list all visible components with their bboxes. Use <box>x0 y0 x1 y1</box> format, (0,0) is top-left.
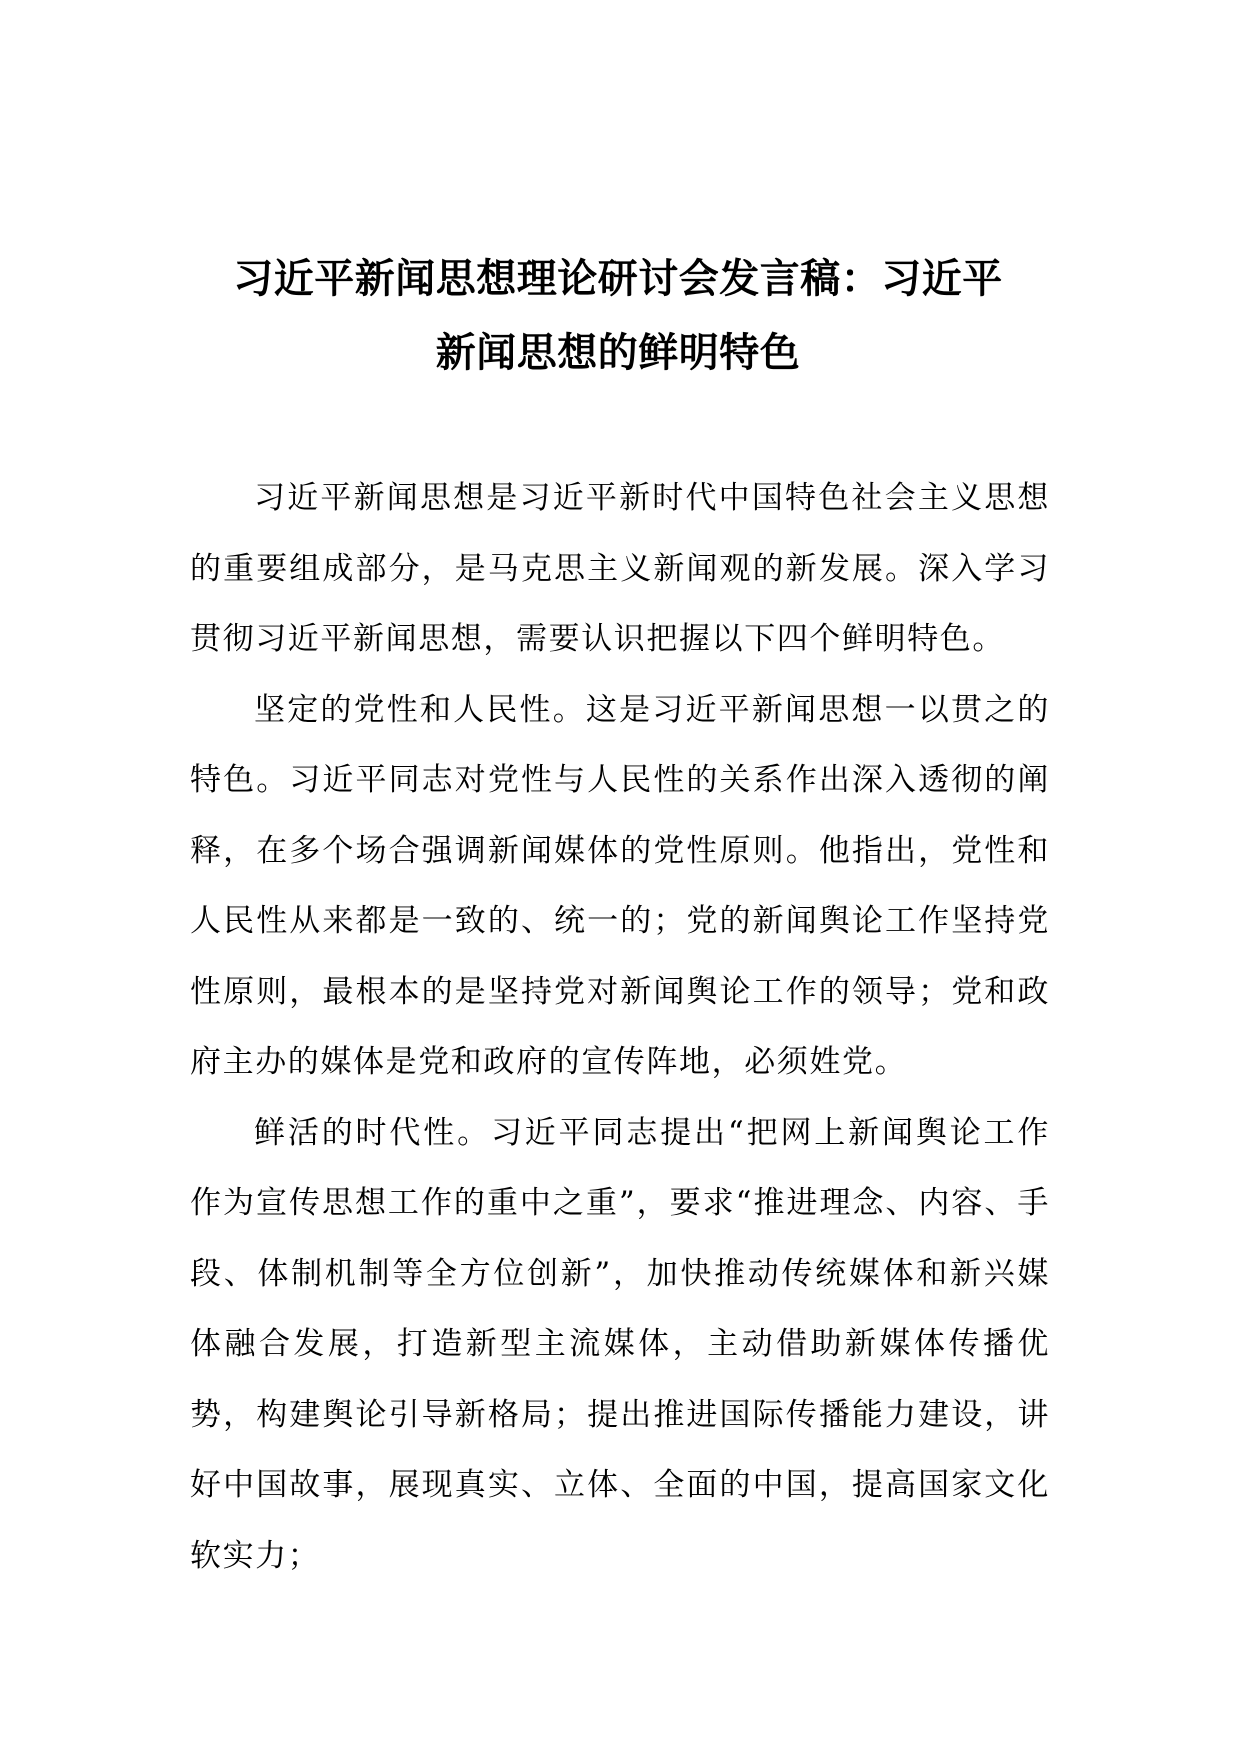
title-line-2: 新闻思想的鲜明特色 <box>435 330 801 376</box>
paragraph-party-people: 坚定的党性和人民性。这是习近平新闻思想一以贯之的特色。习近平同志对党性与人民性的关系作出深入透彻的阐释，在多个场合强调新闻媒体的党性原则。他指出，党性和人民性从来都是一致的、统一的；党的新闻舆论工作坚持党性原则，最根本的是坚持党对新闻舆论工作的领导；党和政府主办的媒体是党和政府的宣传阵地，必须姓党。 <box>190 691 1050 1080</box>
paragraph-intro: 习近平新闻思想是习近平新时代中国特色社会主义思想的重要组成部分，是马克思主义新闻观的新发展。深入学习贯彻习近平新闻思想，需要认识把握以下四个鲜明特色。 <box>190 480 1050 657</box>
document-title <box>188 242 1048 390</box>
paragraph-timeliness: 鲜活的时代性。习近平同志提出“把网上新闻舆论工作作为宣传思想工作的重中之重”，要求“推进理念、内容、手段、体制机制等全方位创新”，加快推动传统媒体和新兴媒体融合发展，打造新型主流媒体，主动借助新媒体传播优势，构建舆论引导新格局；提出推进国际传播能力建设，讲好中国故事，展现真实、立体、全面的中国，提高国家文化软实力； <box>190 1114 1050 1574</box>
title-line-1: 习近平新闻思想理论研讨会发言稿：习近平 <box>233 256 1003 302</box>
document-body <box>190 463 1050 1591</box>
